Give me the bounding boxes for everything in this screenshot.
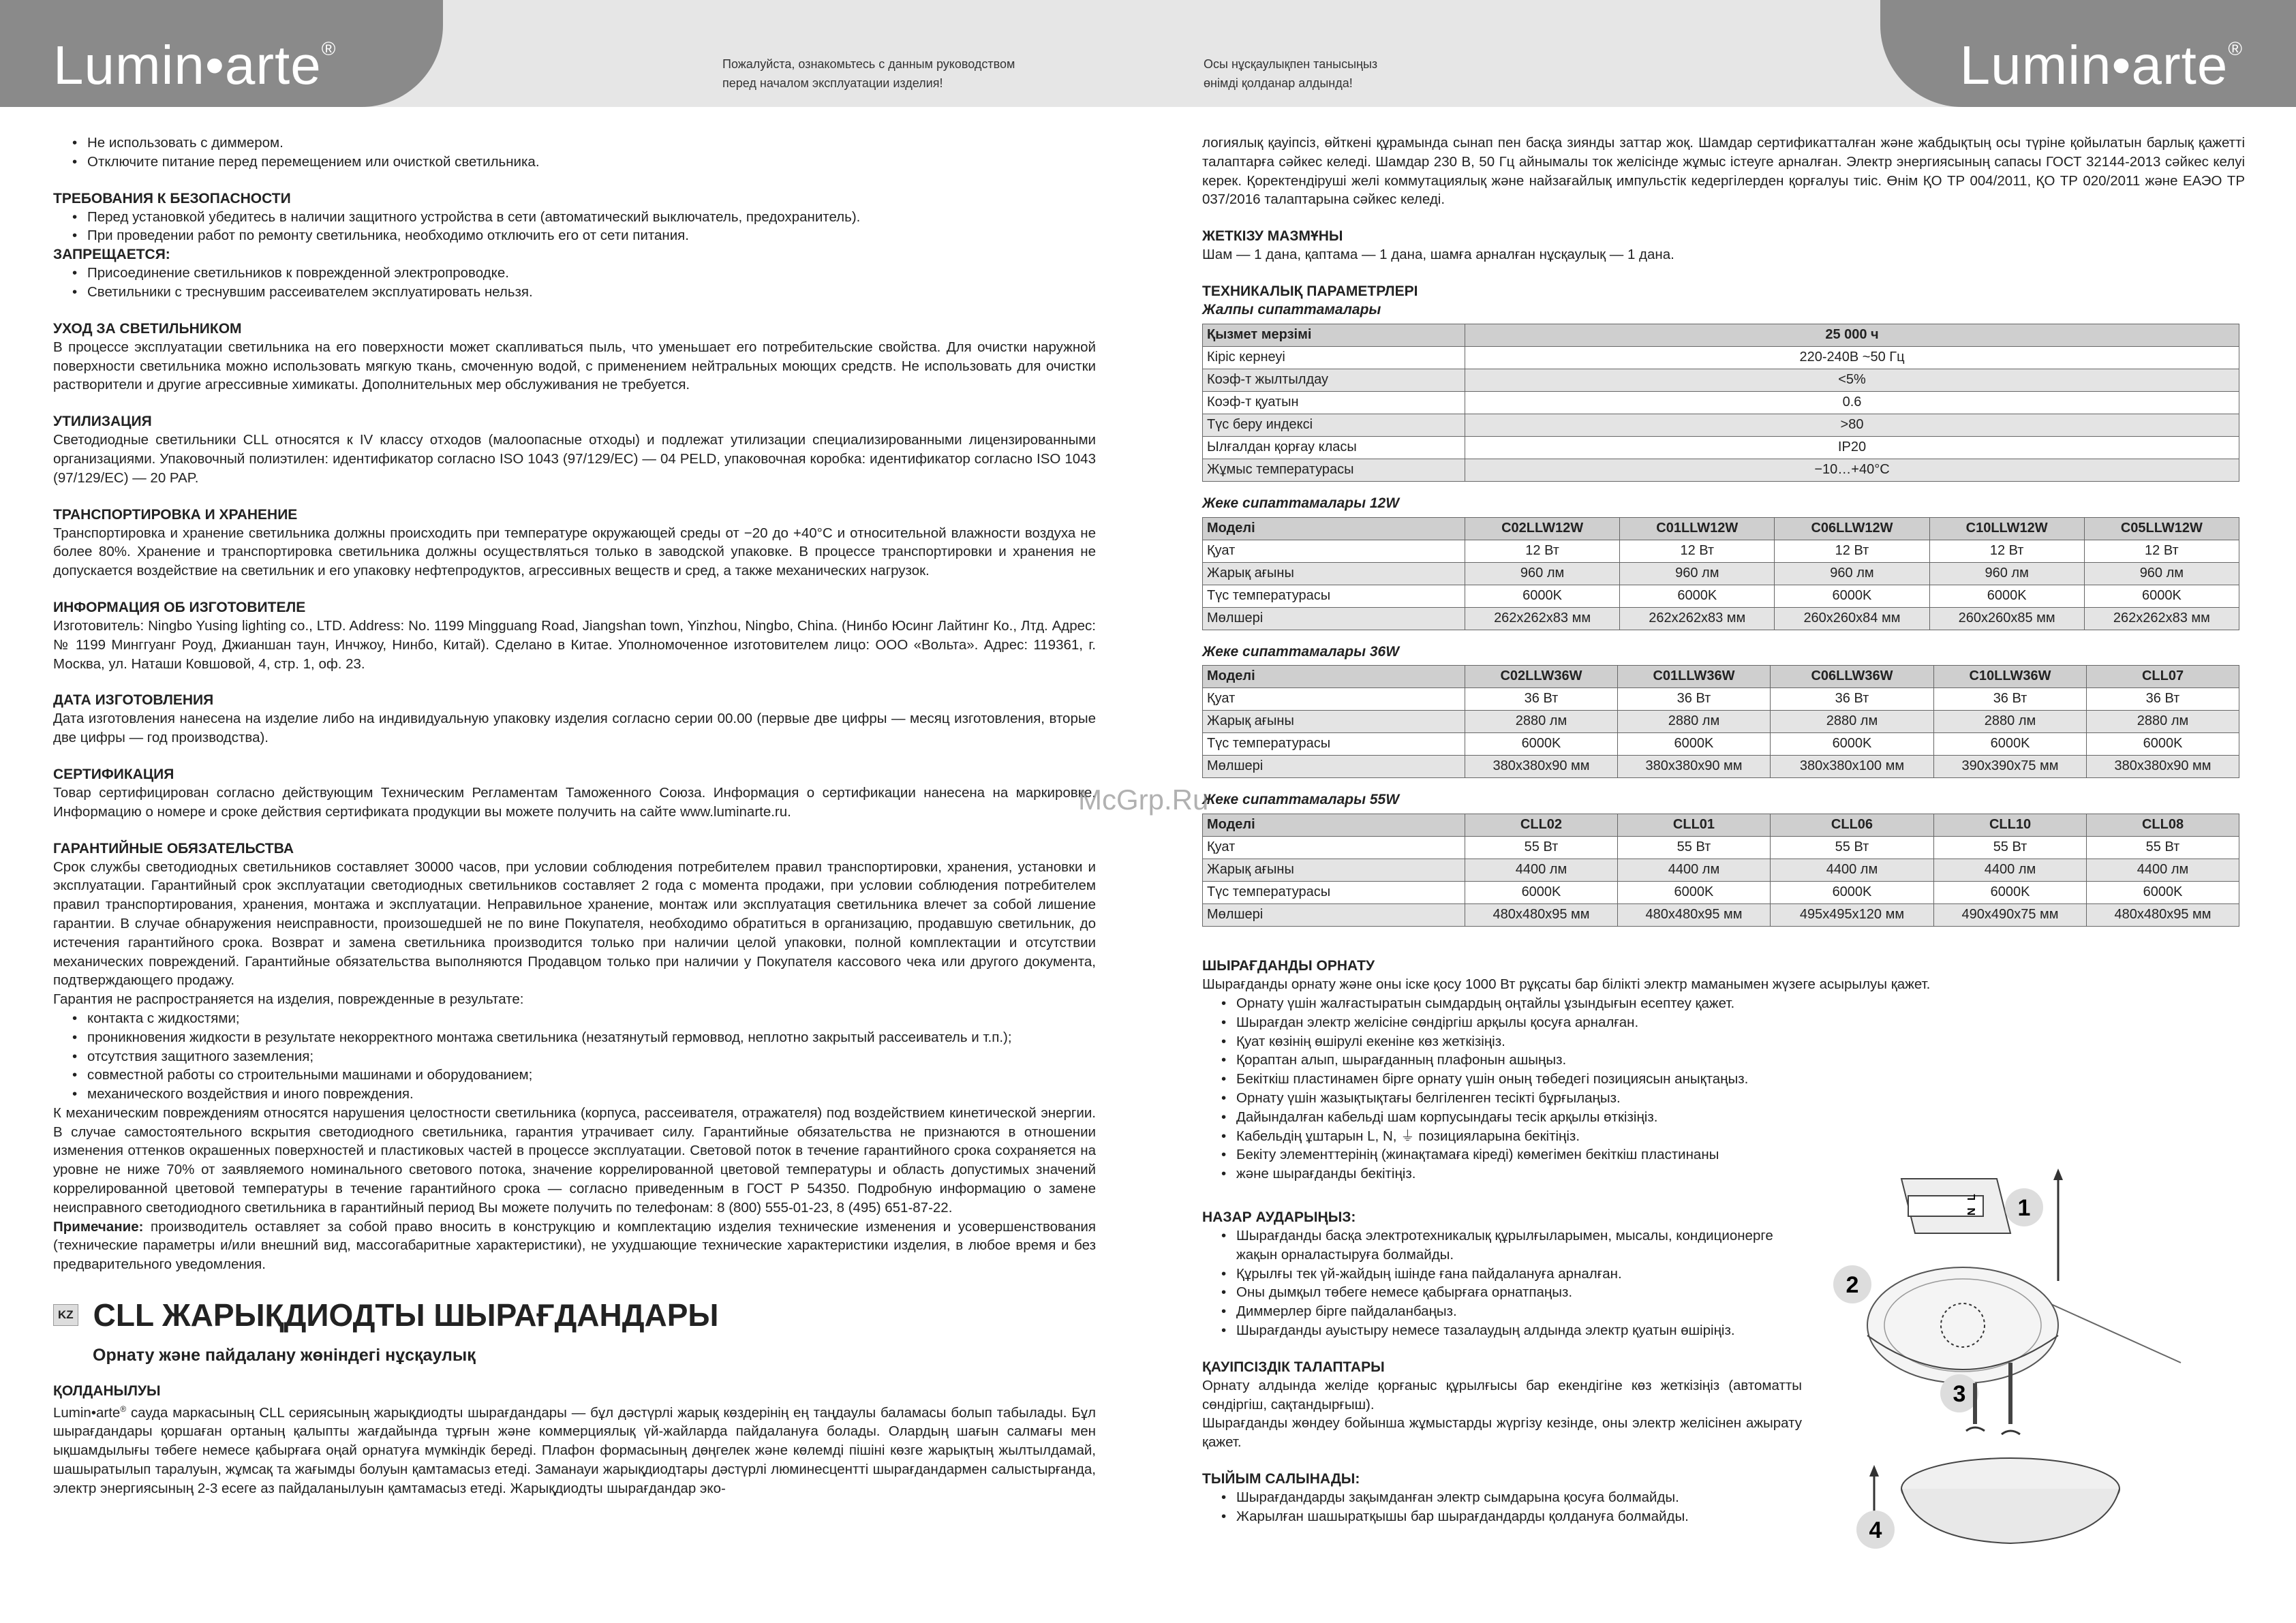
logo-tab-left (0, 0, 443, 107)
header-note-ru: Пожалуйста, ознакомьтесь с данным руководством перед началом эксплуатации изделия! (722, 57, 1015, 90)
warranty-list (53, 1009, 1096, 1104)
table-row: Қызмет мерзімі 25 000 ч (1203, 324, 2239, 346)
transport-text: Транспортировка и хранение светильника должны происходить при температуре окружающей среды от −20 до +40°С и относительной влажности воздуха не более 80%. Хранение и транспортировка светильника должны осуществляться только в заводской упаковке. В процессе транспортировки и хранения не допускается воздействие на светильник и его упаковку нефтепродуктов, агрессивных веществ и сред, а также механических нагрузок. (53, 525, 1096, 579)
general-specs-table (1202, 324, 2239, 482)
usage-continued-text: логиялық қауіпсіз, өйткені құрамында сынап пен басқа зиянды заттар жоқ. Шамдар сертификатталған және жабдықтың осы түріне қойылатын барлық қажетті талаптарға сәйкес келеді. Шамдар 230 В, 50 Гц айнымалы ток желісінде жұмыс істеуге арналған. Электр энергиясының сапасы ГОСТ 32144-2013 сәйкес келуі керек. Қоректендіруші желі коммутациялық және найзағайлық импульстік кедергілерден қорғалуы тиіс. Өнім ҚО ТР 004/2011, ҚО ТР 020/2011 және ЕАЭО ТР 037/2016 талаптарына сәйкес келеді. (1202, 135, 2245, 208)
table-row: Коэф-т қуатын 0.6 (1203, 391, 2239, 414)
table-row: Коэф-т жылтылдау <5% (1203, 369, 2239, 391)
usage-brand: Lumin•arte (53, 1404, 121, 1421)
forbidden-list (53, 264, 1096, 302)
list-item: • Дайындалған кабельді шам корпусындағы тесік арқылы өткізіңіз. (1236, 1108, 1802, 1127)
table-row: Моделі C02LLW36W C01LLW36W C06LLW36W C10LLW36W CLL07 (1203, 666, 2239, 688)
usage-text: Lumin•arte® сауда маркасының CLL сериясының жарықдиодты шырағдандары — бұл дәстүрлі жарық көздерінің ең таңдаулы баламасы болып табылады. Бұл шырағдандары қоршаған ортаның қалыпты жағдайында тұрғын және коммерциялық үй-жайларда пайдалануға болады. Олардың шағын салмағы мен ықшамдылығы төбеге немесе қабырғаға оңай орнатуға мүмкіндік береді. Плафон формасының дөңгелек және көлемді пішіні көзге жарықтың жылтылдамай, шашыратылып таралуын, жұмсақ та жағымды болуын қамтамасыз етеді. Заманауи жарықдиодтары дәстүрлі люминесцентті шырағдандармен салыстырғанда, электр энергиясының 2-3 есеге аз пайдаланылуын қамтамасыз етеді. Жарықдиодты шырағдандар эко- (53, 1404, 1096, 1496)
list-item: • контакта с жидкостями; (87, 1009, 1096, 1028)
general-specs-title: Жалпы сипаттамалары (1202, 301, 1381, 318)
forbidden-kz-list (1202, 1488, 1802, 1526)
list-item: • Шырағдандарды зақымданған электр сымдарына қосуға болмайды. (1236, 1488, 1802, 1507)
specs-12w-title: Жеке сипаттамалары 12W (1202, 495, 1400, 511)
list-item: • және шырағданды бекітіңіз. (1236, 1164, 1802, 1184)
table-row: Мөлшері 262x262x83 мм 262x262x83 мм 260x260x84 мм 260x260x85 мм 262x262x83 мм (1203, 607, 2239, 630)
header-note-kz: Осы нұсқаулықпен танысыңыз өнімді қолданар алдында! (1204, 57, 1378, 90)
step-4-badge (1856, 1511, 1895, 1549)
manufacturer-text: Изготовитель: Ningbo Yusing lighting co., LTD. Address: No. 1199 Mingguang Road, Jiangshan town, Yinzhou, Ningbo, China. (Нинбо Юсинг Лайтинг Ко., Лтд. Адрес: № 1199 Минггуанг Роуд, Джианшан таун, Инчжоу, Нинбо, Китай). Сделано в Китае. Уполномоченное изготовителем лицо: ООО «Вольта». Адрес: 119361, г. Москва, ул. Наташи Ковшовой, 4, стр. 1, оф. 23. (53, 617, 1096, 672)
warranty-note (53, 1218, 1096, 1274)
list-item: • проникновения жидкости в результате некорректного монтажа светильника (незатянутый гермоввод, неплотно закрытый рассеиватель и т.п.); (87, 1028, 1096, 1047)
mounting-plate-illustration (1901, 1179, 2010, 1233)
table-row: Жарық ағыны 4400 лм 4400 лм 4400 лм 4400 лм 4400 лм (1203, 859, 2239, 882)
list-item: • Шырағданды басқа электротехникалық құрылғыларымен, мысалы, кондиционерге жақын орналастыруға болмайды. (1236, 1226, 1802, 1265)
section-title-delivery: ЖЕТКІЗУ МАЗМҰНЫ (1202, 228, 1343, 245)
kz-subtitle: Орнату және пайдалану жөніндегі нұсқаулық (93, 1346, 476, 1365)
intro-list (53, 134, 1096, 172)
section-title-warranty: ГАРАНТИЙНЫЕ ОБЯЗАТЕЛЬСТВА (53, 840, 294, 856)
list-item: • Бекіту элементтерінің (жинақтамаға кіреді) көмегімен бекіткіш пластинаны (1236, 1145, 1802, 1164)
page-header (0, 0, 2296, 107)
section-title-safety: ТРЕБОВАНИЯ К БЕЗОПАСНОСТИ (53, 190, 291, 206)
attention-list (1202, 1226, 1802, 1340)
table-row: Түс температурасы 6000K 6000K 6000K 6000K 6000K (1203, 733, 2239, 756)
table-row: Қуат 55 Вт 55 Вт 55 Вт 55 Вт 55 Вт (1203, 837, 2239, 859)
specs-55w-table (1202, 814, 2239, 927)
list-item: • Бекіткіш пластинамен бірге орнату үшін оның төбедегі позициясын анықтаңыз. (1236, 1070, 1802, 1089)
kz-language-badge: KZ (53, 1304, 78, 1326)
table-row: Түс беру индексі >80 (1203, 414, 2239, 436)
table-row: Моделі CLL02 CLL01 CLL06 CLL10 CLL08 (1203, 814, 2239, 837)
list-item: • При проведении работ по ремонту светильника, необходимо отключить его от сети питания. (87, 226, 1096, 245)
svg-text:3: 3 (1953, 1381, 1966, 1407)
table-row: Жұмыс температурасы −10…+40°С (1203, 459, 2239, 481)
list-item: • Присоединение светильников к поврежденной электропроводке. (87, 264, 1096, 283)
warranty-text-2: К механическим повреждениям относятся нарушения целостности светильника (корпуса, рассеивателя, отражателя) под воздействием кинетической энергии. В случае самостоятельного вскрытия светодиодного светильника, гарантия утрачивает силу. Гарантийные обязательства не признаются в отношении изменения оттенков окрашенных поверхностей и пластиковых частей в процессе эксплуатации. Световой поток в течение гарантийного срока сохраняется на уровне не ниже 70% от заявляемого номинального светового потока, значение коррелированной цветовой температуры и область допустимых значений коррелированной цветовой температуры в течение гарантийного срока — согласно приведенным в ГОСТ Р 54350. Подробную информацию о замене неисправного светодиодного светильника в гарантийный период Вы можете получить по телефонам: 8 (800) 555-01-23, 8 (495) 651-87-22. (53, 1104, 1096, 1216)
note-label: Примечание: (53, 1218, 144, 1235)
table-row: Ылғалдан қорғау класы IP20 (1203, 436, 2239, 459)
note-text: производитель оставляет за собой право вносить в конструкцию и комплектацию изделия технические изменения и усовершенствования (технические параметры и/или внешний вид, массогабаритные характеристики), не ухудшающие технические характеристики изделия, в любое время и без предварительного уведомления. (53, 1218, 1096, 1273)
table-row: Кіріс кернеуі 220-240В ~50 Гц (1203, 346, 2239, 369)
section-title-transport: ТРАНСПОРТИРОВКА И ХРАНЕНИЕ (53, 506, 298, 523)
date-text: Дата изготовления нанесена на изделие либо на индивидуальную упаковку изделия согласно серии 00.00 (первые две цифры — месяц изготовления, вторые две цифры — год производства). (53, 711, 1096, 746)
logo-tab-right (1880, 0, 2296, 107)
section-title-date: ДАТА ИЗГОТОВЛЕНИЯ (53, 692, 214, 709)
section-title-disposal: УТИЛИЗАЦИЯ (53, 414, 152, 430)
kz-title: CLL ЖАРЫҚДИОДТЫ ШЫРАҒДАНДАРЫ (93, 1297, 719, 1333)
specs-36w-title: Жеке сипаттамалары 36W (1202, 643, 1400, 660)
list-item: • механического воздействия и иного повреждения. (87, 1085, 1096, 1104)
list-item: • Қораптан алып, шырағданның плафонын ашыңыз. (1236, 1051, 1802, 1070)
section-title-attention: НАЗАР АУДАРЫҢЫЗ: (1202, 1209, 1356, 1225)
brand-logo-left: Lumin•arte® (53, 35, 337, 95)
section-title-manufacturer: ИНФОРМАЦИЯ ОБ ИЗГОТОВИТЕЛЕ (53, 599, 306, 615)
kz-title-block (53, 1295, 1096, 1335)
section-title-usage: ҚОЛДАНЫЛУЫ (53, 1382, 161, 1399)
disposal-text: Светодиодные светильники CLL относятся к IV классу отходов (малоопасные отходы) и подлежат утилизации специализированными лицензированными организациями. Упаковочный полиэтилен: идентификатор согласно ISO 1043 (97/129/ЕС) — 04 PELD, упаковочная коробка: идентификатор согласно ISO 1043 (97/129/ЕС) — 20 PAP. (53, 432, 1096, 486)
section-title-care: УХОД ЗА СВЕТИЛЬНИКОМ (53, 320, 242, 337)
step-3-badge (1940, 1374, 1978, 1412)
table-row: Жарық ағыны 960 лм 960 лм 960 лм 960 лм 960 лм (1203, 562, 2239, 585)
list-item: • Оны дымқыл төбеге немесе қабырғаға орнатпаңыз. (1236, 1283, 1802, 1302)
list-item: • Кабельдің ұштарын L, N, ⏚ позицияларына бекітіңіз. (1236, 1127, 1802, 1146)
table-row: Қуат 12 Вт 12 Вт 12 Вт 12 Вт 12 Вт (1203, 540, 2239, 562)
care-text: В процессе эксплуатации светильника на его поверхности может скапливаться пыль, что уменьшает его потребительские свойства. Для очистки наружной поверхности светильника можно использовать мягкую ткань, смоченную водой, с применением нейтральных моющих средств. Не использовать для очистки растворители и другие агрессивные химикаты. Дополнительных мер обслуживания не требуется. (53, 339, 1096, 393)
install-text: Шырағданды орнату және оны іске қосу 1000 Вт рұқсаты бар білікті электр маманымен жүзеге асырылуы қажет. (1202, 976, 1931, 993)
table-row: Түс температурасы 6000K 6000K 6000K 6000K 6000K (1203, 585, 2239, 607)
section-title-safety-kz: ҚАУІПСІЗДІК ТАЛАПТАРЫ (1202, 1359, 1385, 1375)
specs-55w-title: Жеке сипаттамалары 55W (1202, 792, 1400, 808)
list-item: • Светильники с треснувшим рассеивателем эксплуатировать нельзя. (87, 283, 1096, 302)
list-item: • Орнату үшін жазықтықтағы белгіленген тесікті бұрғылаңыз. (1236, 1089, 1802, 1108)
delivery-text: Шам — 1 дана, қаптама — 1 дана, шамға арналған нұсқаулық — 1 дана. (1202, 247, 1674, 263)
table-row: Қуат 36 Вт 36 Вт 36 Вт 36 Вт 36 Вт (1203, 688, 2239, 711)
svg-text:1: 1 (2017, 1195, 2031, 1221)
table-row: Мөлшері 480x480x95 мм 480x480x95 мм 495x495x120 мм 490x490x75 мм 480x480x95 мм (1203, 904, 2239, 927)
warranty-text: Срок службы светодиодных светильников составляет 30000 часов, при условии соблюдения потребителем правил транспортировки, хранения, установки и эксплуатации. Гарантийный срок эксплуатации светодиодных светильников составляет 2 года с момента продажи, при условии соблюдения потребителем правил транспортирования, хранения, монтажа и эксплуатации. Неправильное хранение, монтаж или эксплуатация светильника влечет за собой лишение гарантии. В случае обнаружения неисправности, произошедшей не по вине Покупателя, необходимо обратиться в организацию, продавшую светильник, до истечения гарантийного срока. Возврат и замена светильника производится только при наличии целой упаковки, полной комплектации и отсутствии механических повреждений. Гарантийные обязательства выполняются Продавцом только при наличии у Покупателя кассового чека или другого документа, подтверждающего продажу. (53, 859, 1096, 989)
table-row: Мөлшері 380x380x90 мм 380x380x90 мм 380x380x100 мм 390x390x75 мм 380x380x90 мм (1203, 756, 2239, 778)
section-title-forbidden-kz: ТЫЙЫМ САЛЫНАДЫ: (1202, 1470, 1360, 1487)
cert-text: Товар сертифицирован согласно действующим Техническим Регламентам Таможенного Союза. Информация о сертификации нанесена на маркировке. Информацию о номере и сроке действия сертификата продукции вы можете получить на сайте www.luminarte.ru. (53, 784, 1096, 820)
list-item: • Отключите питание перед перемещением или очисткой светильника. (87, 153, 1096, 172)
table-row: Жарық ағыны 2880 лм 2880 лм 2880 лм 2880 лм 2880 лм (1203, 711, 2239, 733)
svg-text:2: 2 (1846, 1272, 1859, 1298)
step-1-badge (2005, 1188, 2043, 1226)
svg-text:4: 4 (1869, 1517, 1882, 1543)
list-item: • Шырағдан электр желісіне сөндіргіш арқылы қосуға арналған. (1236, 1013, 1802, 1032)
safety-kz-text-1: Орнату алдында желіде қорғаныс құрылғысы бар екендігіне көз жеткізіңіз (автоматты сөндіргіш, сақтандырғыш). (1202, 1377, 1802, 1412)
list-item: • Құрылғы тек үй-жайдың ішінде ғана пайдалануға арналған. (1236, 1265, 1802, 1284)
table-row: Түс температурасы 6000K 6000K 6000K 6000K 6000K (1203, 882, 2239, 904)
left-column (53, 134, 1096, 1498)
install-list (1202, 994, 1802, 1184)
watermark: McGrp.Ru (1078, 784, 1209, 816)
list-item: • совместной работы со строительными машинами и оборудованием; (87, 1066, 1096, 1085)
warranty-intro: Гарантия не распространяется на изделия, поврежденные в результате: (53, 991, 524, 1008)
specs-36w-table (1202, 665, 2239, 778)
section-title-tech: ТЕХНИКАЛЫҚ ПАРАМЕТРЛЕРІ (1202, 283, 1418, 299)
lamp-base-ellipse (1867, 1267, 2058, 1383)
section-title-forbidden: ЗАПРЕЩАЕТСЯ: (53, 247, 170, 263)
specs-12w-table (1202, 517, 2239, 630)
list-item: • Жарылған шашыратқышы бар шырағдандарды қолдануға болмайды. (1236, 1507, 1802, 1526)
list-item: • Орнату үшін жалғастыратын сымдардың оңтайлы ұзындығын есептеу қажет. (1236, 994, 1802, 1013)
svg-text:L: L (1966, 1194, 1978, 1201)
safety-kz-text-2: Шырағданды жөндеу бойынша жұмыстарды жүргізу кезінде, оны электр желісінен ажырату қажет. (1202, 1415, 1802, 1451)
list-item: • отсутствия защитного заземления; (87, 1047, 1096, 1066)
installation-diagram (1826, 1158, 2249, 1581)
section-title-install: ШЫРАҒДАНДЫ ОРНАТУ (1202, 958, 1375, 974)
list-item: • Диммерлер бірге пайдаланбаңыз. (1236, 1302, 1802, 1321)
step-2-badge (1833, 1265, 1871, 1303)
list-item: • Перед установкой убедитесь в наличии защитного устройства в сети (автоматический выключатель, предохранитель). (87, 208, 1096, 227)
section-title-cert: СЕРТИФИКАЦИЯ (53, 766, 174, 782)
svg-text:N: N (1966, 1207, 1978, 1216)
brand-logo-right: Lumin•arte® (1959, 35, 2243, 95)
list-item: • Шырағданды ауыстыру немесе тазалаудың алдында электр қуатын өшіріңіз. (1236, 1321, 1802, 1340)
list-item: • Қуат көзінің өшірулі екеніне көз жеткізіңіз. (1236, 1032, 1802, 1051)
safety-list (53, 208, 1096, 246)
list-item: • Не использовать с диммером. (87, 134, 1096, 153)
table-row: Моделі C02LLW12W C01LLW12W C06LLW12W C10LLW12W C05LLW12W (1203, 517, 2239, 540)
